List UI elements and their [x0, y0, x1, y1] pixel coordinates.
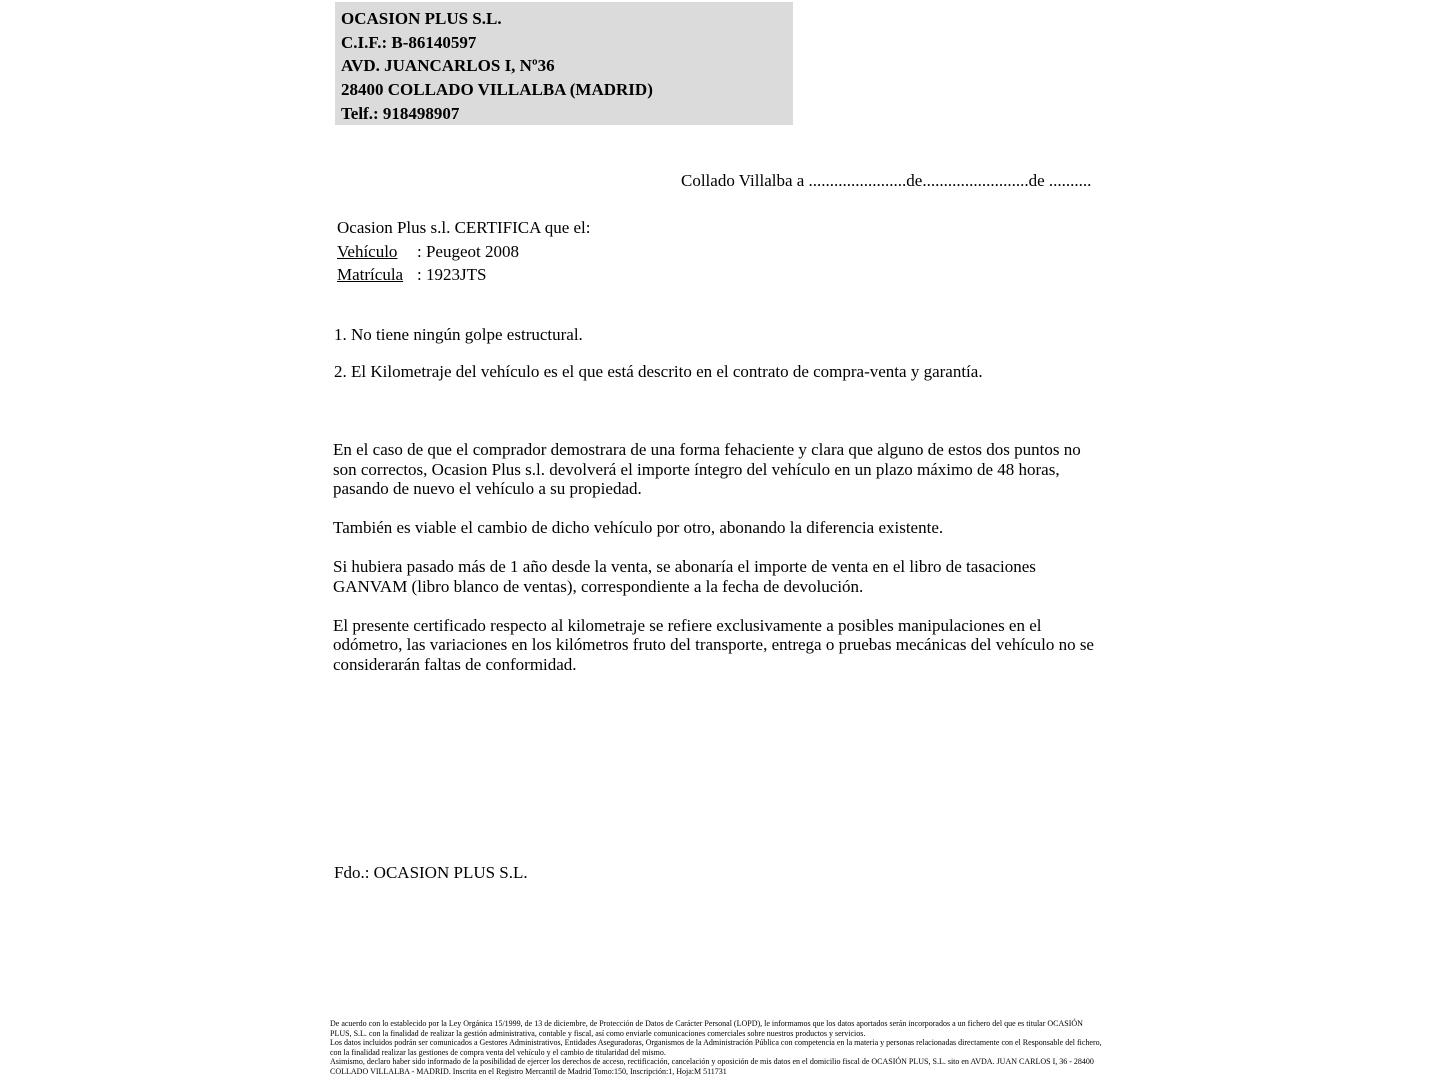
plate-value: : 1923JTS: [417, 265, 487, 284]
legal-rights-paragraph: Asimismo, declaro haber sido informado de la posibilidad de ejercer los derechos de acceso, rectificación, cancelación y oposición de mis datos en el domicilio fiscal de OCASIÓN PLUS, S.L. sito en AVDA. JUAN CARLOS I, 36 - 28400 COLLADO VILLALBA - MADRID. Inscrita en el Registro Mercantil de Madrid Tomo:150, Inscripción:1, Hoja:M 511731: [330, 1057, 1094, 1076]
vehicle-label: Vehículo: [337, 241, 398, 261]
paragraph-odometer: El presente certificado respecto al kilometraje se refiere exclusivamente a posibles manipulaciones en el odómetro, las variaciones en los kilómetros fruto del transporte, entrega o pruebas mecánicas del vehículo no se considerarán faltas de conformidad.: [333, 615, 1094, 674]
vehicle-value: : Peugeot 2008: [417, 241, 519, 261]
certification-block: [337, 216, 591, 287]
company-address: AVD. JUANCARLOS I, Nº36: [341, 56, 555, 76]
legal-lopd-paragraph: De acuerdo con lo establecido por la Ley Orgánica 15/1999, de 13 de diciembre, de Protección de Datos de Carácter Personal (LOPD), le informamos que los datos aportados serán incorporados a un fichero del que es titular OCASIÓN PLUS, S.L. con la finalidad de realizar la gestión administrativa, contable y fiscal, así como enviarle comunicaciones comerciales sobre nuestros productos y servicios.: [330, 1019, 1083, 1038]
company-phone: Telf.: 918498907: [341, 103, 460, 123]
point-1: 1. No tiene ningún golpe estructural.: [334, 325, 583, 344]
vehicle-field: [337, 240, 591, 264]
company-name: OCASION PLUS S.L.: [341, 9, 502, 28]
paragraph-exchange: También es viable el cambio de dicho vehículo por otro, abonando la diferencia existente.: [333, 518, 944, 537]
plate-field: [337, 263, 591, 287]
legal-footer: [330, 1019, 1104, 1077]
company-cif: C.I.F.: B-86140597: [341, 32, 477, 52]
paragraph-refund: En el caso de que el comprador demostrara de una forma fehaciente y clara que alguno de estos dos puntos no son correctos, Ocasion Plus s.l. devolverá el importe íntegro del vehículo en un plazo máximo de 48 horas, pasando de nuevo el vehículo a su propiedad.: [333, 440, 1081, 498]
body-paragraphs: [333, 440, 1103, 694]
certified-points: [334, 325, 1104, 399]
company-city: 28400 COLLADO VILLALBA (MADRID): [341, 80, 653, 100]
company-letterhead-box: [335, 2, 793, 125]
date-line: Collado Villalba a .......................de.........................de ..........: [681, 171, 1092, 190]
plate-label: Matrícula: [337, 265, 404, 284]
paragraph-ganvam: Si hubiera pasado más de 1 año desde la venta, se abonaría el importe de venta en el libro de tasaciones GANVAM (libro blanco de ventas), correspondiente a la fecha de devolución.: [333, 557, 1036, 596]
legal-data-sharing-paragraph: Los datos incluidos podrán ser comunicados a Gestores Administrativos, Entidades Aseguradoras, Organismos de la Administración Pública con competencia en la materia y personas relacionadas directamente con el Responsable del fichero, con la finalidad realizar las gestiones de compra venta del vehículo y el cambio de titularidad del mismo.: [330, 1038, 1102, 1057]
signature-line: Fdo.: OCASION PLUS S.L.: [334, 863, 528, 882]
certification-intro: Ocasion Plus s.l. CERTIFICA que el:: [337, 218, 591, 237]
point-2: 2. El Kilometraje del vehículo es el que está descrito en el contrato de compra-venta y garantía.: [334, 362, 983, 381]
